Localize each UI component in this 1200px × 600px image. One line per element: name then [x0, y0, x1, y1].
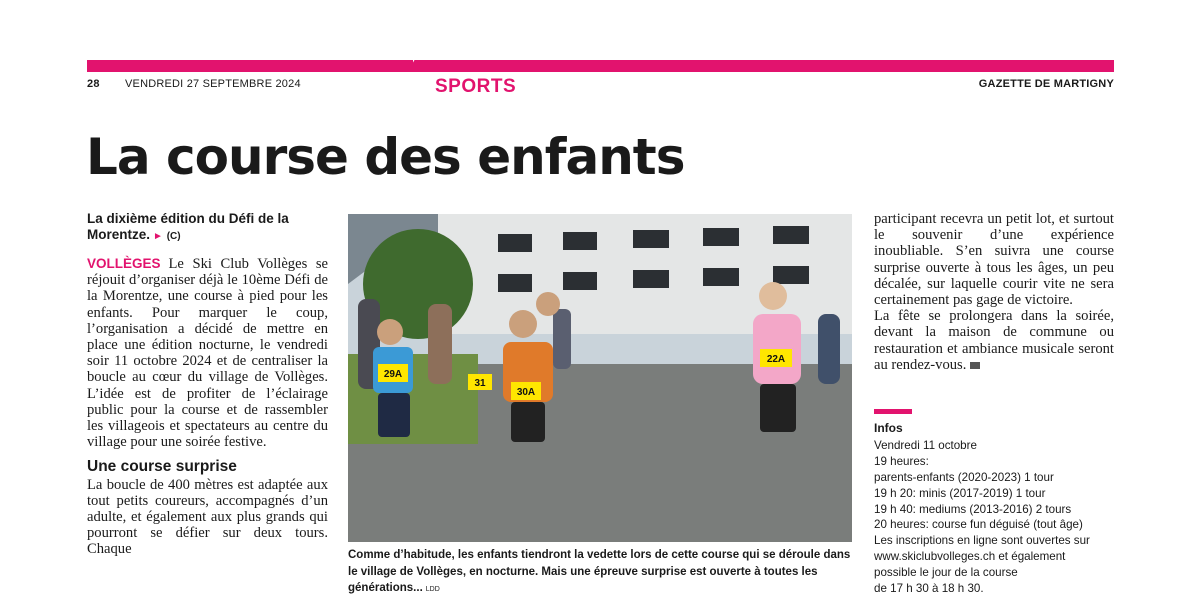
infos-box: [874, 421, 1124, 597]
issue-date: VENDREDI 27 SEPTEMBRE 2024: [125, 78, 301, 90]
infos-line: www.skiclubvolleges.ch et également: [874, 550, 1066, 564]
page-number: 28: [87, 78, 100, 90]
infos-line: de 17 h 30 à 18 h 30.: [874, 582, 984, 596]
infos-accent-bar: [874, 409, 912, 414]
infos-line: 20 heures: course fun déguisé (tout âge): [874, 518, 1083, 532]
infos-line: 19 h 20: minis (2017-2019) 1 tour: [874, 486, 1046, 500]
column-1: [87, 211, 328, 558]
subheading: Une course surprise: [87, 458, 237, 476]
infos-title: Infos: [874, 421, 903, 435]
infos-line: 19 heures:: [874, 454, 929, 468]
paragraph-4: [874, 308, 1114, 373]
end-mark-icon: [970, 362, 980, 369]
bib-29a: 29A: [383, 369, 403, 380]
body-text-1: Le Ski Club Vollèges se réjouit d’organiser déjà le 10ème Défi de la Morentze, une course à pied pour les enfants. Pour marquer le coup, l’organisation a décidé de mettre en place une édition nocturne, le vendredi soir 11 octobre 2024 et de centraliser la boucle au cœur du village de Vollèges. L’idée est de profiter de l’éclairage public pour la course et de rassembler les villageois et spectateurs au centre du village pour une soirée festive.: [87, 256, 328, 451]
header-rule-left: [87, 60, 413, 72]
paragraph-3: participant recevra un petit lot, et surtout le souvenir d’une expérience inoubliable. S’en suivra une course surprise ouverte à tous les âges, un peu décalée, sur laquelle courir vite ne sera certainement pas gage de victoire.: [874, 211, 1114, 309]
bib-31: 31: [474, 378, 486, 389]
body-text-4: La fête se prolongera dans la soirée, devant la maison de commune ou restauration et ambiance musicale seront au rendez-vous.: [874, 308, 1114, 373]
race-photo: [348, 214, 852, 542]
paragraph-2: La boucle de 400 mètres est adaptée aux tout petits coureurs, accompagnés d’un adulte, et également aux plus grands qui pourront se défier sur deux tours. Chaque: [87, 476, 328, 558]
header-rule-right: [420, 60, 1114, 72]
arrow-icon: ►: [153, 231, 163, 242]
photo-credit: LDD: [425, 586, 440, 593]
bib-22a: 22A: [766, 354, 786, 365]
lead-text: La dixième édition du Défi de la Morentze.: [87, 211, 289, 242]
headline: La course des enfants: [86, 128, 685, 186]
bib-30a: 30A: [516, 387, 536, 398]
publication-name: GAZETTE DE MARTIGNY: [978, 78, 1114, 90]
lead: [87, 211, 328, 245]
infos-line: Les inscriptions en ligne sont ouvertes sur: [874, 534, 1090, 548]
section-title: SPORTS: [435, 76, 517, 97]
caption-text: Comme d’habitude, les enfants tiendront la vedette lors de cette course qui se déroule dans le village de Vollèges, en nocturne. Mais une épreuve surprise est ouverte à toutes les générations...: [348, 549, 851, 594]
column-3: [874, 211, 1114, 373]
photo-caption: [348, 547, 858, 599]
infos-line: 19 h 40: mediums (2013-2016) 2 tours: [874, 502, 1072, 516]
paragraph-1: [87, 256, 328, 450]
lead-credit: (C): [166, 231, 181, 242]
dateline-town: VOLLÈGES: [87, 256, 161, 271]
infos-line: Vendredi 11 octobre: [874, 438, 977, 452]
infos-line: parents-enfants (2020-2023) 1 tour: [874, 470, 1054, 484]
infos-line: possible le jour de la course: [874, 566, 1018, 580]
